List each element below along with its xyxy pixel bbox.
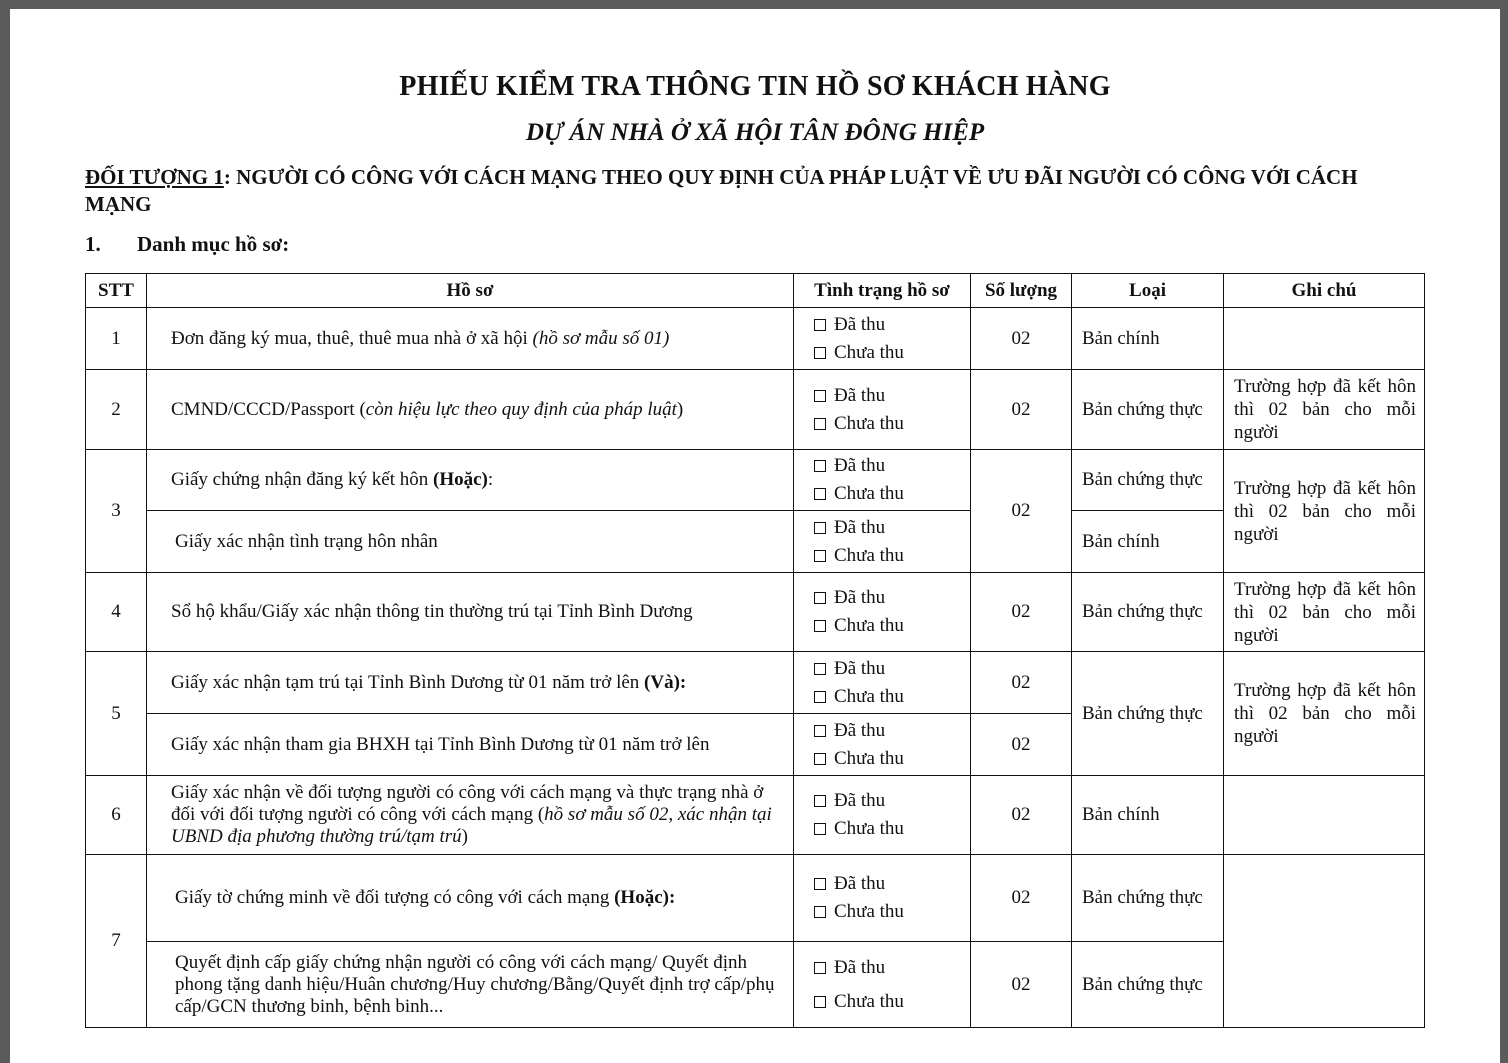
checkbox-icon[interactable]: [814, 460, 826, 472]
row-number: 2: [86, 370, 147, 450]
status-not-collected-option[interactable]: Chưa thu: [814, 683, 970, 711]
document-type: Bản chính: [1072, 776, 1224, 855]
quantity: 02: [971, 573, 1072, 652]
row-number: 7: [86, 855, 147, 1028]
status-collected-option[interactable]: Đã thu: [814, 717, 970, 745]
documents-table: [85, 273, 1425, 1028]
status-collected-option[interactable]: Đã thu: [814, 452, 970, 480]
header-note: Ghi chú: [1224, 274, 1425, 308]
status-collected-option[interactable]: Đã thu: [814, 787, 970, 815]
checkbox-icon[interactable]: [814, 795, 826, 807]
checkbox-icon[interactable]: [814, 488, 826, 500]
note: [1224, 855, 1425, 1028]
checkbox-icon[interactable]: [814, 996, 826, 1008]
checkbox-icon[interactable]: [814, 620, 826, 632]
row-number: 1: [86, 308, 147, 370]
target-group-label: ĐỐI TƯỢNG 1: [85, 165, 224, 189]
quantity: 02: [971, 450, 1072, 573]
document-name: Giấy xác nhận về đối tượng người có công với cách mạng và thực trạng nhà ở đối với đối tượng người có công với cách mạng (hồ sơ mẫu số 02, xác nhận tại UBND địa phương thường trú/tạm trú): [147, 776, 794, 855]
target-group-text: : NGƯỜI CÓ CÔNG VỚI CÁCH MẠNG THEO QUY ĐỊNH CỦA PHÁP LUẬT VỀ ƯU ĐÃI NGƯỜI CÓ CÔNG VỚI CÁCH MẠNG: [85, 165, 1358, 216]
status-options: [794, 714, 971, 776]
header-quantity: Số lượng: [971, 274, 1072, 308]
status-collected-option[interactable]: Đã thu: [814, 584, 970, 612]
header-status: Tình trạng hồ sơ: [794, 274, 971, 308]
document-name: Quyết định cấp giấy chứng nhận người có công với cách mạng/ Quyết định phong tặng danh hiệu/Huân chương/Huy chương/Bằng/Quyết định trợ cấp/phụ cấp/GCN thương binh, bệnh binh...: [147, 942, 794, 1028]
table-row: [86, 573, 1425, 652]
note: [1224, 308, 1425, 370]
checkbox-icon[interactable]: [814, 663, 826, 675]
document-type: Bản chứng thực: [1072, 942, 1224, 1028]
status-not-collected-option[interactable]: Chưa thu: [814, 612, 970, 640]
header-document: Hồ sơ: [147, 274, 794, 308]
document-page: [10, 9, 1500, 1063]
quantity: 02: [971, 652, 1072, 714]
table-row: [86, 308, 1425, 370]
status-options: [794, 652, 971, 714]
row-number: 3: [86, 450, 147, 573]
note: Trường hợp đã kết hôn thì 02 bản cho mỗi người: [1224, 652, 1425, 776]
status-not-collected-option[interactable]: Chưa thu: [814, 815, 970, 843]
status-not-collected-option[interactable]: Chưa thu: [814, 985, 970, 1019]
row-number: 4: [86, 573, 147, 652]
status-options: [794, 308, 971, 370]
status-collected-option[interactable]: Đã thu: [814, 951, 970, 985]
document-type: Bản chính: [1072, 308, 1224, 370]
checkbox-icon[interactable]: [814, 823, 826, 835]
document-type: Bản chứng thực: [1072, 573, 1224, 652]
status-not-collected-option[interactable]: Chưa thu: [814, 745, 970, 773]
table-row: [86, 776, 1425, 855]
row-number: 6: [86, 776, 147, 855]
table-row: [86, 370, 1425, 450]
document-name: Giấy chứng nhận đăng ký kết hôn (Hoặc):: [147, 450, 794, 511]
status-options: [794, 942, 971, 1028]
note: Trường hợp đã kết hôn thì 02 bản cho mỗi người: [1224, 450, 1425, 573]
header-stt: STT: [86, 274, 147, 308]
status-options: [794, 450, 971, 511]
status-collected-option[interactable]: Đã thu: [814, 514, 970, 542]
document-name: Giấy xác nhận tạm trú tại Tỉnh Bình Dương từ 01 năm trở lên (Và):: [147, 652, 794, 714]
checkbox-icon[interactable]: [814, 347, 826, 359]
checkbox-icon[interactable]: [814, 878, 826, 890]
checkbox-icon[interactable]: [814, 725, 826, 737]
section-heading: [85, 232, 289, 257]
table-row: [86, 450, 1425, 511]
checkbox-icon[interactable]: [814, 906, 826, 918]
document-name: Sổ hộ khẩu/Giấy xác nhận thông tin thường trú tại Tỉnh Bình Dương: [147, 573, 794, 652]
document-title: PHIẾU KIỂM TRA THÔNG TIN HỒ SƠ KHÁCH HÀNG: [399, 71, 1111, 102]
checkbox-icon[interactable]: [814, 390, 826, 402]
document-name: Giấy xác nhận tham gia BHXH tại Tỉnh Bình Dương từ 01 năm trở lên: [147, 714, 794, 776]
target-group-heading: [85, 164, 1405, 218]
quantity: 02: [971, 942, 1072, 1028]
document-type: Bản chứng thực: [1072, 450, 1224, 511]
note: [1224, 776, 1425, 855]
document-name: Đơn đăng ký mua, thuê, thuê mua nhà ở xã hội (hồ sơ mẫu số 01): [147, 308, 794, 370]
checkbox-icon[interactable]: [814, 691, 826, 703]
status-options: [794, 776, 971, 855]
quantity: 02: [971, 776, 1072, 855]
table-header-row: [86, 274, 1425, 308]
note: Trường hợp đã kết hôn thì 02 bản cho mỗi người: [1224, 573, 1425, 652]
note: Trường hợp đã kết hôn thì 02 bản cho mỗi người: [1224, 370, 1425, 450]
table-row: [86, 652, 1425, 714]
checkbox-icon[interactable]: [814, 418, 826, 430]
status-options: [794, 573, 971, 652]
quantity: 02: [971, 714, 1072, 776]
status-options: [794, 370, 971, 450]
checkbox-icon[interactable]: [814, 962, 826, 974]
status-not-collected-option[interactable]: Chưa thu: [814, 410, 970, 438]
row-number: 5: [86, 652, 147, 776]
document-subtitle: DỰ ÁN NHÀ Ở XÃ HỘI TÂN ĐÔNG HIỆP: [525, 119, 985, 146]
status-collected-option[interactable]: Đã thu: [814, 655, 970, 683]
status-collected-option[interactable]: Đã thu: [814, 870, 970, 898]
document-type: Bản chứng thực: [1072, 370, 1224, 450]
document-type: Bản chính: [1072, 511, 1224, 573]
status-options: [794, 511, 971, 573]
document-type: Bản chứng thực: [1072, 652, 1224, 776]
section-number: 1.: [85, 232, 101, 256]
section-title: Danh mục hồ sơ:: [137, 232, 290, 256]
document-type: Bản chứng thực: [1072, 855, 1224, 942]
document-name: Giấy xác nhận tình trạng hôn nhân: [147, 511, 794, 573]
status-not-collected-option[interactable]: Chưa thu: [814, 480, 970, 508]
checkbox-icon[interactable]: [814, 319, 826, 331]
status-not-collected-option[interactable]: Chưa thu: [814, 339, 970, 367]
status-collected-option[interactable]: Đã thu: [814, 311, 970, 339]
status-not-collected-option[interactable]: Chưa thu: [814, 898, 970, 926]
document-name: CMND/CCCD/Passport (còn hiệu lực theo quy định của pháp luật): [147, 370, 794, 450]
document-name: Giấy tờ chứng minh về đối tượng có công với cách mạng (Hoặc):: [147, 855, 794, 942]
checkbox-icon[interactable]: [814, 753, 826, 765]
quantity: 02: [971, 370, 1072, 450]
header-type: Loại: [1072, 274, 1224, 308]
status-not-collected-option[interactable]: Chưa thu: [814, 542, 970, 570]
quantity: 02: [971, 855, 1072, 942]
checkbox-icon[interactable]: [814, 550, 826, 562]
checkbox-icon[interactable]: [814, 592, 826, 604]
status-options: [794, 855, 971, 942]
checkbox-icon[interactable]: [814, 522, 826, 534]
quantity: 02: [971, 308, 1072, 370]
status-collected-option[interactable]: Đã thu: [814, 382, 970, 410]
table-row: [86, 855, 1425, 942]
